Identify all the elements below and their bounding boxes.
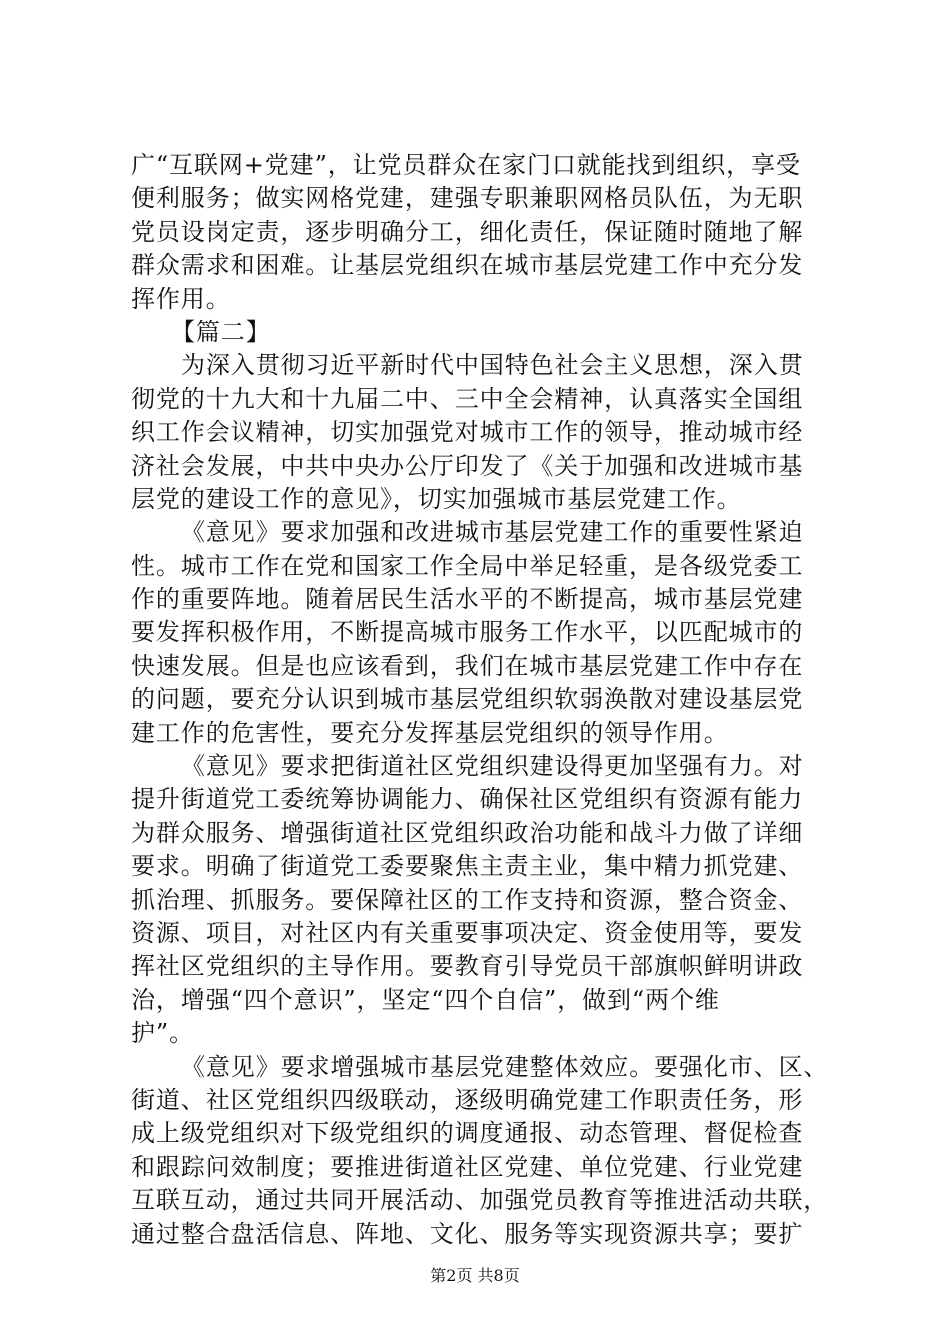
text-line: 济社会发展，中共中央办公厅印发了《关于加强和改进城市基 [131, 451, 804, 480]
text-line: 资源、项目，对社区内有关重要事项决定、资金使用等，要发 [131, 918, 804, 947]
text-line: 的问题，要充分认识到城市基层党组织软弱涣散对建设基层党 [131, 685, 804, 714]
text-line: 抓治理、抓服务。要保障社区的工作支持和资源，整合资金、 [131, 885, 804, 914]
text-line: 通过整合盘活信息、阵地、文化、服务等实现资源共享；要扩 [131, 1219, 804, 1248]
text-line: 便利服务；做实网格党建，建强专职兼职网格员队伍，为无职 [131, 184, 804, 213]
text-line: 《意见》要求把街道社区党组织建设得更加坚强有力。对 [181, 752, 804, 781]
text-line: 党员设岗定责，逐步明确分工，细化责任，保证随时随地了解 [131, 217, 804, 246]
text-line: 治，增强“四个意识”，坚定“四个自信”，做到“两个维 [131, 985, 720, 1014]
text-line: 护”。 [131, 1019, 194, 1048]
text-line: 建工作的危害性，要充分发挥基层党组织的领导作用。 [131, 718, 729, 747]
text-line: 快速发展。但是也应该看到，我们在城市基层党建工作中存在 [131, 651, 804, 680]
text-line: 广“互联网+党建”，让党员群众在家门口就能找到组织，享受 [131, 151, 801, 179]
text-line: 成上级党组织对下级党组织的调度通报、动态管理、督促检查 [131, 1119, 804, 1148]
text-line: 为群众服务、增强街道社区党组织政治功能和战斗力做了详细 [131, 818, 804, 847]
text-line: 街道、社区党组织四级联动，逐级明确党建工作职责任务，形 [131, 1085, 804, 1114]
text-line: 挥社区党组织的主导作用。要教育引导党员干部旗帜鲜明讲政 [131, 952, 804, 981]
text-line: 层党的建设工作的意见》，切实加强城市基层党建工作。 [131, 484, 742, 513]
text-line: 和跟踪问效制度；要推进街道社区党建、单位党建、行业党建 [131, 1152, 804, 1181]
text-line: 要发挥积极作用，不断提高城市服务工作水平，以匹配城市的 [131, 618, 804, 647]
text-line: 《意见》要求加强和改进城市基层党建工作的重要性紧迫 [181, 518, 804, 547]
document-body [131, 149, 829, 1251]
text-line: 作的重要阵地。随着居民生活水平的不断提高，城市基层党建 [131, 585, 804, 614]
text-line: 织工作会议精神，切实加强党对城市工作的领导，推动城市经 [131, 418, 804, 447]
text-line: 性。城市工作在党和国家工作全局中举足轻重，是各级党委工 [131, 551, 804, 580]
text-line: 为深入贯彻习近平新时代中国特色社会主义思想，深入贯 [181, 351, 804, 380]
text-line: 互联互动，通过共同开展活动、加强党员教育等推进活动共联， [131, 1186, 829, 1215]
text-line: 挥作用。 [131, 284, 231, 313]
text-line: 要求。明确了街道党工委要聚焦主责主业，集中精力抓党建、 [131, 852, 804, 881]
section-heading: 【篇二】 [171, 317, 271, 346]
text-line: 群众需求和困难。让基层党组织在城市基层党建工作中充分发 [131, 251, 804, 280]
text-line: 提升街道党工委统筹协调能力、确保社区党组织有资源有能力 [131, 785, 804, 814]
text-line: 《意见》要求增强城市基层党建整体效应。要强化市、区、 [181, 1052, 829, 1081]
text-line: 彻党的十九大和十九届二中、三中全会精神，认真落实全国组 [131, 384, 804, 413]
page-footer: 第2页 共8页 [430, 1266, 520, 1285]
